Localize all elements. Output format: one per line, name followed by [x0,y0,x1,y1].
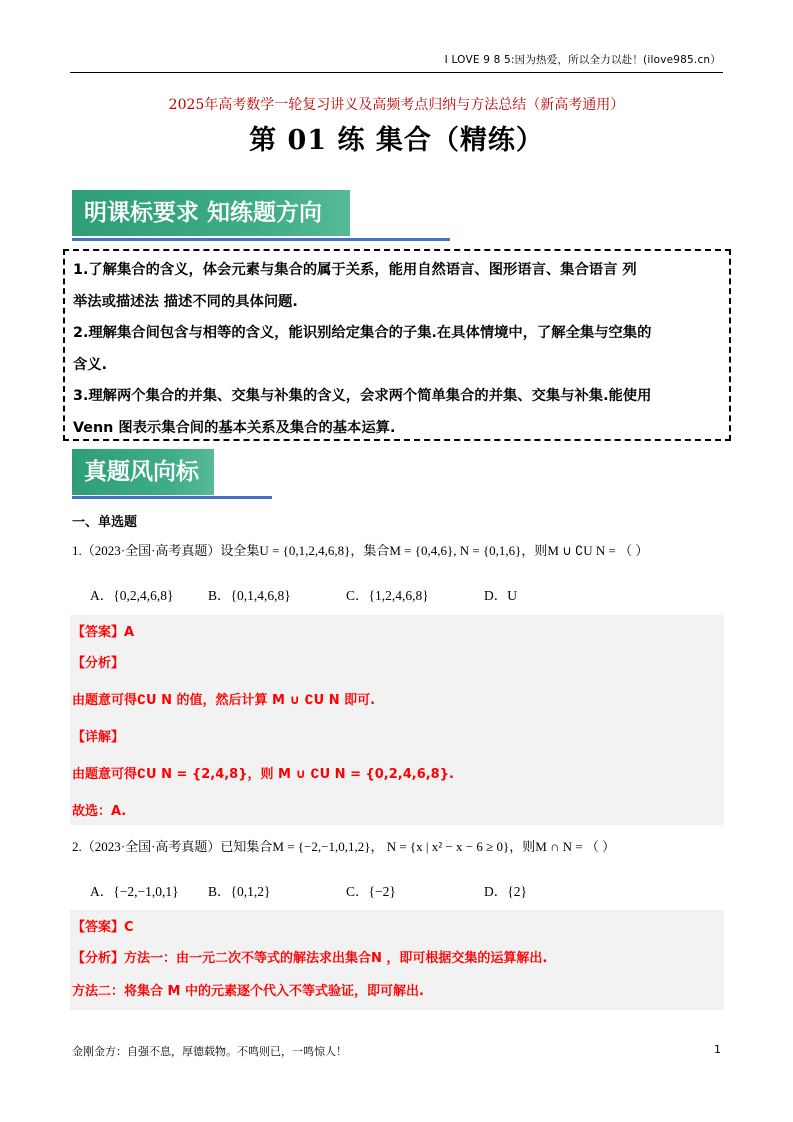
question-2-stem: 2.（2023·全国·高考真题）已知集合M = {−2,−1,0,1,2}， N = {x | x² − x − 6 ≥ 0}，则M ∩ N = （ ） [72,839,616,854]
detail-label: 【详解】 [72,730,125,745]
analysis-label: 【分析】 [72,656,125,671]
method-2-text: 方法二：将集合 M 中的元素逐个代入不等式验证，即可解出. [72,984,424,999]
detail-text: 由题意可得∁U N = {2,4,8}，则 M ∪ ∁U N = {0,2,4,6,8}. [72,767,454,782]
choice-text: 故选：A. [72,804,127,819]
requirement-line: 2.理解集合间包含与相等的含义，能识别给定集合的子集.在具体情境中，了解全集与空集的 [73,325,652,341]
option-b: B．{0,1,2} [208,884,271,899]
question-1-stem: 1.（2023·全国·高考真题）设全集U = {0,1,2,4,6,8}，集合M = {0,4,6}, N = {0,1,6}，则M ∪ ∁U N = （ ） [72,543,649,558]
banner-underline [72,238,450,241]
option-d: D．{2} [484,884,527,899]
section-banner-requirements: 明课标要求 知练题方向 [72,190,350,236]
requirement-line: 1.了解集合的含义，体会元素与集合的属于关系，能用自然语言、图形语言、集合语言 列 [73,262,637,278]
option-b: B．{0,1,4,6,8} [208,588,291,603]
requirement-line: 举法或描述法 描述不同的具体问题. [73,293,298,310]
header-text: I LOVE 9 8 5:因为热爱，所以全力以赴！(ilove985.cn） [444,54,721,66]
document-title: 第 01 练 集合（精练） [249,125,544,156]
answer-block-1 [70,615,724,825]
requirements-box [63,249,731,441]
option-a: A．{0,2,4,6,8} [90,588,174,603]
option-c: C．{−2} [346,884,396,899]
section-banner-exam: 真题风向标 [72,449,214,495]
analysis-text: 由题意可得∁U N 的值，然后计算 M ∪ ∁U N 即可. [72,693,376,708]
answer-label: 【答案】C [72,920,134,935]
option-d: D．U [484,588,517,603]
footer-motto: 金刚金方：自强不息，厚德载物。不鸣则已，一鸣惊人！ [72,1045,347,1058]
option-c: C．{1,2,4,6,8} [346,588,429,603]
analysis-text: 【分析】方法一：由一元二次不等式的解法求出集合N ，即可根据交集的运算解出. [72,951,548,966]
option-a: A．{−2,−1,0,1} [90,884,179,899]
banner-underline [72,496,272,499]
answer-label: 【答案】A [72,625,135,640]
requirement-line: 含义. [73,356,108,373]
document-subtitle: 2025年高考数学一轮复习讲义及高频考点归纳与方法总结（新高考通用） [168,97,625,113]
section-heading: 一、单选题 [72,515,138,530]
header-rule [70,72,723,73]
requirement-line: 3.理解两个集合的并集、交集与补集的含义，会求两个简单集合的并集、交集与补集.能使用 [73,388,652,404]
requirement-line: Venn 图表示集合间的基本关系及集合的基本运算. [73,419,396,436]
page-number: 1 [714,1043,721,1056]
